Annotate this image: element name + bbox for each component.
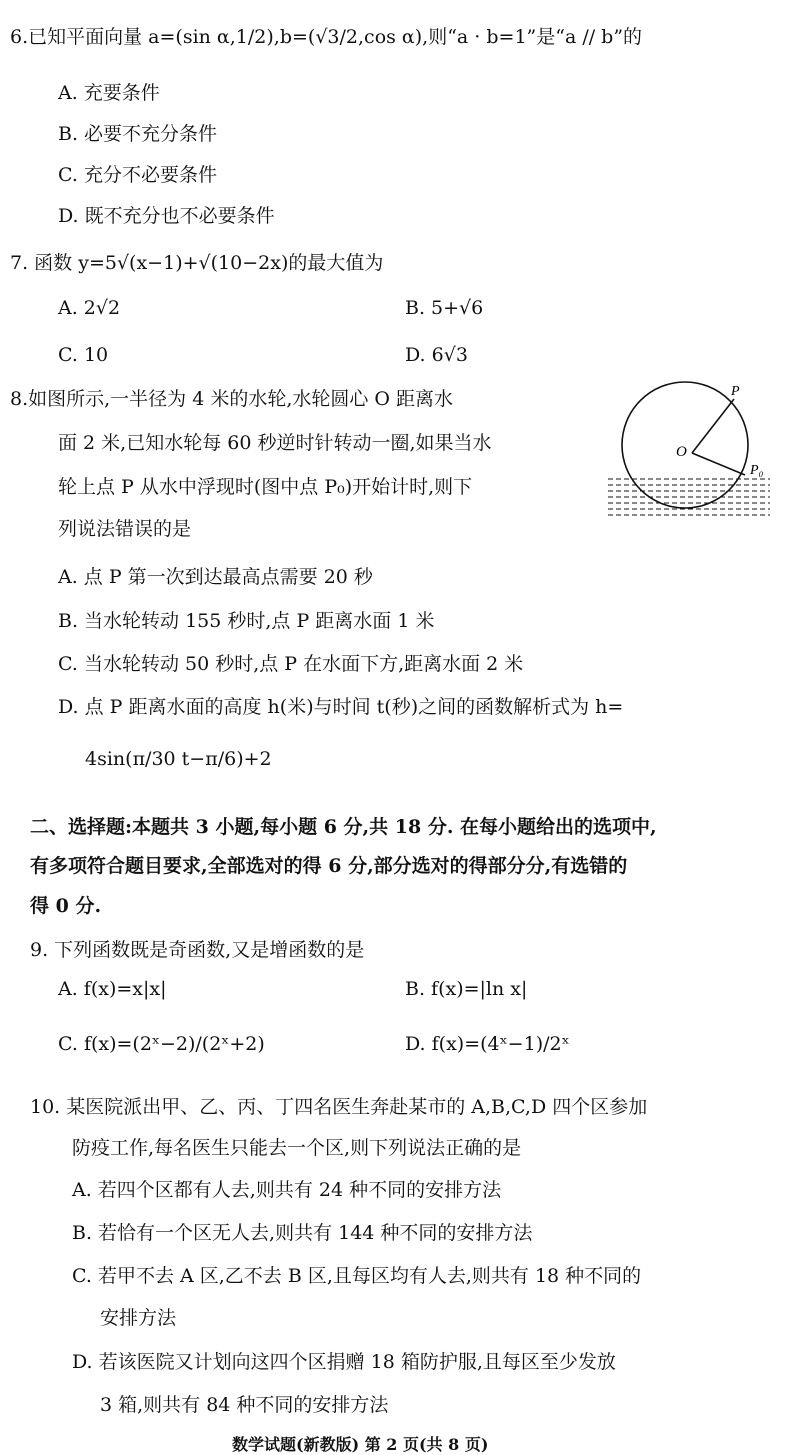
q8-stem-line-4: 列说法错误的是 [58,518,192,540]
q10-option-d-line-1: D. 若该医院又计划向这四个区捐赠 18 箱防护服,且每区至少发放 [72,1351,616,1373]
label-o: O [676,444,687,460]
page-footer: 数学试题(新教版) 第 2 页(共 8 页) [232,1435,489,1454]
q8-stem-line-1: 8.如图所示,一半径为 4 米的水轮,水轮圆心 O 距离水 [10,388,454,410]
section2-header-line-2: 有多项符合题目要求,全部选对的得 6 分,部分选对的得部分分,有选错的 [30,855,628,877]
q8-stem-line-3: 轮上点 P 从水中浮现时(图中点 P₀)开始计时,则下 [58,476,473,498]
q7-stem: 7. 函数 y=5√(x−1)+√(10−2x)的最大值为 [10,252,384,274]
section2-header-line-1: 二、选择题:本题共 3 小题,每小题 6 分,共 18 分. 在每小题给出的选项中, [30,816,657,838]
q6-option-a: A. 充要条件 [58,82,160,104]
q6-stem: 6.已知平面向量 a=(sin α,1/2),b=(√3/2,cos α),则“a · b=1”是“a // b”的 [10,26,643,48]
q8-option-b: B. 当水轮转动 155 秒时,点 P 距离水面 1 米 [58,610,435,632]
q8-stem-line-2: 面 2 米,已知水轮每 60 秒逆时针转动一圈,如果当水 [58,432,492,454]
q8-option-d-line-2: 4sin(π/30 t−π/6)+2 [85,748,272,770]
label-p: P [731,384,740,399]
q9-option-d: D. f(x)=(4ˣ−1)/2ˣ [405,1033,570,1055]
q10-stem-line-2: 防疫工作,每名医生只能去一个区,则下列说法正确的是 [72,1137,522,1159]
q9-option-c: C. f(x)=(2ˣ−2)/(2ˣ+2) [58,1033,265,1055]
q6-option-b: B. 必要不充分条件 [58,123,218,145]
q10-option-d-line-2: 3 箱,则共有 84 种不同的安排方法 [100,1394,389,1416]
q10-option-c-line-2: 安排方法 [100,1307,177,1329]
section2-header-line-3: 得 0 分. [30,895,102,917]
radius-op [692,399,734,453]
q9-option-a: A. f(x)=x|x| [58,978,167,1000]
q7-option-a: A. 2√2 [58,297,121,319]
q7-option-d: D. 6√3 [405,344,468,366]
q9-option-b: B. f(x)=|ln x| [405,978,528,1000]
q6-option-d: D. 既不充分也不必要条件 [58,205,275,227]
q8-option-a: A. 点 P 第一次到达最高点需要 20 秒 [58,566,373,588]
q10-option-b: B. 若恰有一个区无人去,则共有 144 种不同的安排方法 [72,1222,533,1244]
q6-option-c: C. 充分不必要条件 [58,164,217,186]
water-wheel-figure [600,375,795,530]
q10-option-a: A. 若四个区都有人去,则共有 24 种不同的安排方法 [72,1179,502,1201]
radius-op0 [692,453,745,475]
q10-option-c-line-1: C. 若甲不去 A 区,乙不去 B 区,且每区均有人去,则共有 18 种不同的 [72,1265,642,1287]
q9-stem: 9. 下列函数既是奇函数,又是增函数的是 [30,939,365,961]
q10-stem-line-1: 10. 某医院派出甲、乙、丙、丁四名医生奔赴某市的 A,B,C,D 四个区参加 [30,1096,648,1118]
q8-option-d-line-1: D. 点 P 距离水面的高度 h(米)与时间 t(秒)之间的函数解析式为 h= [58,696,624,718]
water-lines [608,479,770,515]
q7-option-c: C. 10 [58,344,109,366]
q8-option-c: C. 当水轮转动 50 秒时,点 P 在水面下方,距离水面 2 米 [58,653,524,675]
q7-option-b: B. 5+√6 [405,297,484,319]
label-p0: P₀ [750,463,764,478]
